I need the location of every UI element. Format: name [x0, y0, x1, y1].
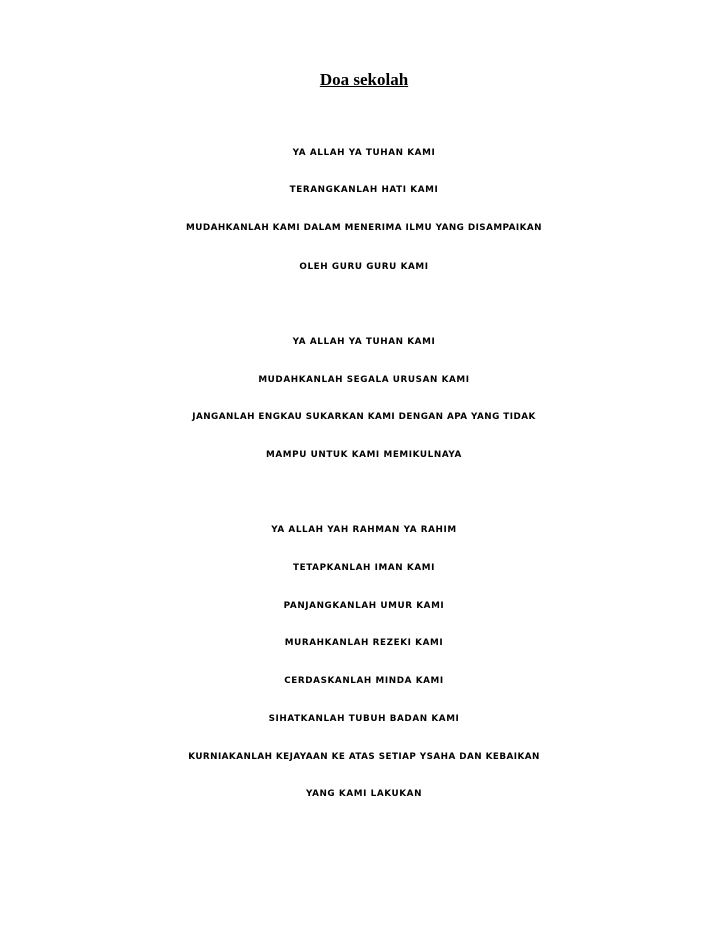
poem-line: JANGANLAH ENGKAU SUKARKAN KAMI DENGAN APA YANG TIDAK [192, 412, 536, 422]
poem-line: YA ALLAH YA TUHAN KAMI [292, 148, 436, 158]
poem-line: TERANGKANLAH HATI KAMI [289, 185, 439, 195]
poem-line: PANJANGKANLAH UMUR KAMI [283, 601, 445, 611]
poem-line: CERDASKANLAH MINDA KAMI [284, 676, 444, 686]
poem-line: MUDAHKANLAH KAMI DALAM MENERIMA ILMU YANG DISAMPAIKAN [186, 223, 542, 233]
poem-line: MAMPU UNTUK KAMI MEMIKULNAYA [266, 450, 462, 460]
poem-line: YA ALLAH YAH RAHMAN YA RAHIM [271, 525, 457, 535]
poem-line: TETAPKANLAH IMAN KAMI [293, 563, 435, 573]
poem-line: MURAHKANLAH REZEKI KAMI [284, 638, 444, 648]
poem-line: SIHATKANLAH TUBUH BADAN KAMI [268, 714, 460, 724]
poem-line: YA ALLAH YA TUHAN KAMI [292, 337, 436, 347]
poem-line: KURNIAKANLAH KEJAYAAN KE ATAS SETIAP YSAHA DAN KEBAIKAN [188, 752, 540, 762]
poem-line: MUDAHKANLAH SEGALA URUSAN KAMI [258, 375, 470, 385]
poem-line: OLEH GURU GURU KAMI [299, 262, 429, 272]
poem-line: YANG KAMI LAKUKAN [305, 789, 423, 799]
page-title: Doa sekolah [319, 70, 409, 89]
